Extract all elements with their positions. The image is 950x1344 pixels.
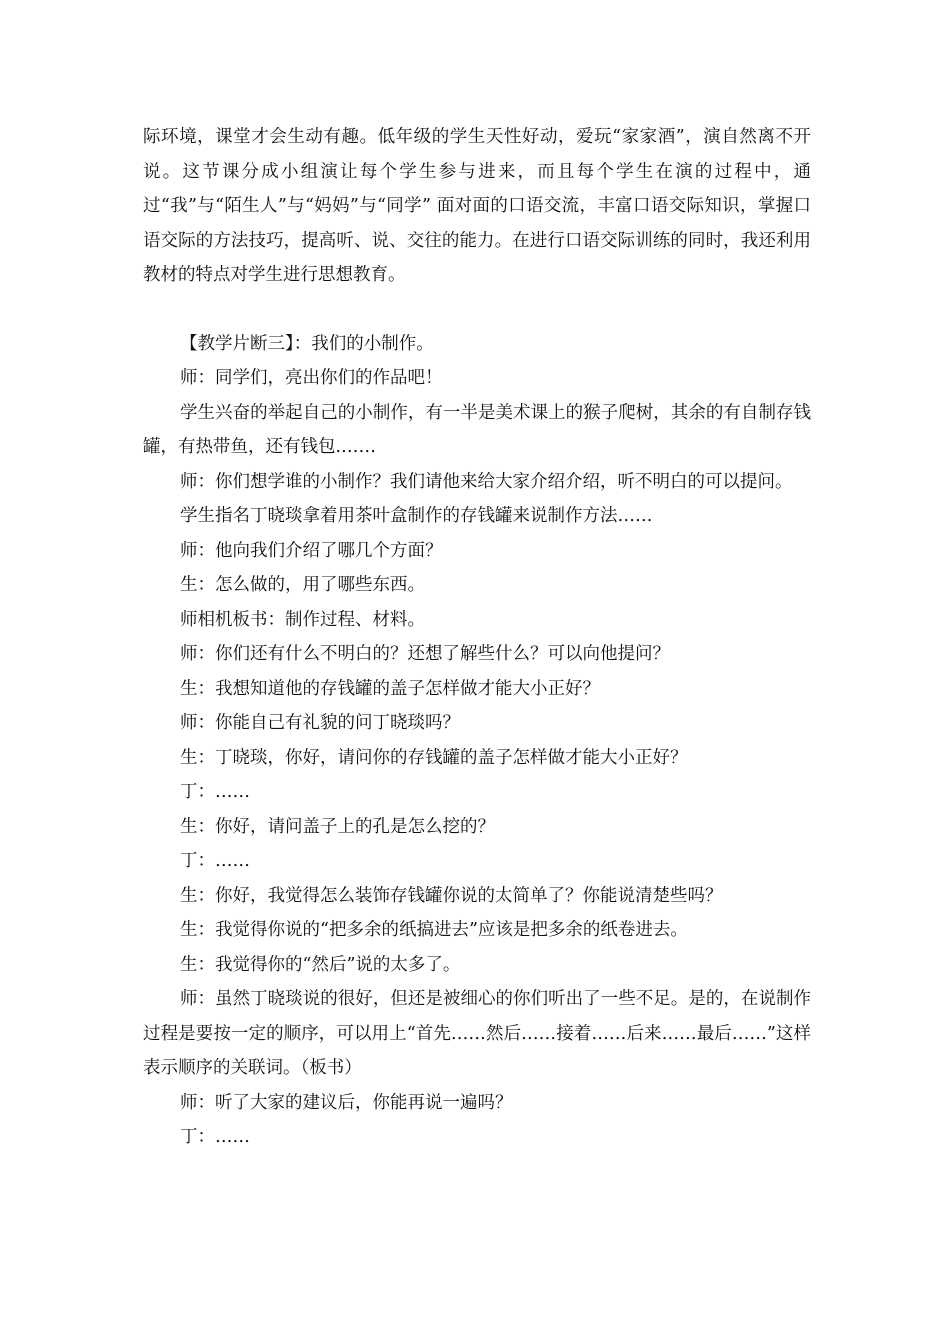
- dialogue-line: 师：他向我们介绍了哪几个方面？: [180, 540, 443, 561]
- dialogue-line: 生：你好，我觉得怎么装饰存钱罐你说的太简单了？你能说清楚些吗？: [180, 885, 723, 906]
- dialogue-line: 师：你能自己有礼貌的问丁晓琰吗？: [180, 713, 460, 733]
- section-gap: [143, 293, 811, 327]
- dialogue-line: 丁：……: [180, 782, 250, 802]
- intro-section: [143, 120, 811, 293]
- dialogue-line: 师：你们还有什么不明白的？还想了解些什么？可以向他提问？: [180, 644, 670, 664]
- dialogue-line: 生：你好，请问盖子上的孔是怎么挖的？: [180, 816, 495, 837]
- dialogue-line: 丁：……: [180, 1127, 250, 1147]
- dialogue-line: 师：听了大家的建议后，你能再说一遍吗？: [180, 1092, 513, 1113]
- fragment-heading: 【教学片断三】：我们的小制作。: [180, 333, 434, 354]
- dialogue-line: 师：你们想学谁的小制作？我们请他来给大家介绍介绍，听不明白的可以提问。: [180, 471, 793, 492]
- dialogue-line: 生：怎么做的，用了哪些东西。: [180, 575, 425, 595]
- dialogue-line: 生：丁晓琰，你好，请问你的存钱罐的盖子怎样做才能大小正好？: [180, 747, 688, 768]
- dialogue-line: 生：我觉得你的“然后”说的太多了。: [180, 954, 461, 975]
- dialogue-line: 丁：……: [180, 851, 250, 871]
- dialogue-line: 生：我想知道他的存钱罐的盖子怎样做才能大小正好？: [180, 678, 600, 699]
- dialogue-line: 师：虽然丁晓琰说的很好，但还是被细心的你们听出了一些不足。是的，在说制作过程是要按一定的顺序，可以用上“首先……然后……接着……后来……最后……”这样表示顺序的关联词。（板书）: [143, 989, 811, 1078]
- dialogue-line: 师相机板书：制作过程、材料。: [180, 609, 425, 630]
- dialogue-line: 师：同学们，亮出你们的作品吧！: [180, 368, 443, 388]
- teaching-fragment-section: [143, 327, 811, 1155]
- dialogue-line: 学生指名丁晓琰拿着用茶叶盒制作的存钱罐来说制作方法……: [180, 506, 653, 526]
- dialogue-line: 生：我觉得你说的“把多余的纸搞进去”应该是把多余的纸卷进去。: [180, 920, 688, 940]
- document-page: [143, 120, 811, 1155]
- intro-paragraph: 际环境，课堂才会生动有趣。低年级的学生天性好动，爱玩“家家酒”，演自然离不开说。这节课分成小组演让每个学生参与进来，而且每个学生在演的过程中，通过“我”与“陌生人”与“妈妈”与“同学” 面对面的口语交流，丰富口语交际知识，掌握口语交际的方法技巧，提高听、说、交往的能力。在进行口语交际训练的同时，我还利用教材的特点对学生进行思想教育。: [143, 127, 811, 285]
- dialogue-line: 学生兴奋的举起自己的小制作，有一半是美术课上的猴子爬树，其余的有自制存钱罐，有热带鱼，还有钱包.……: [143, 402, 811, 457]
